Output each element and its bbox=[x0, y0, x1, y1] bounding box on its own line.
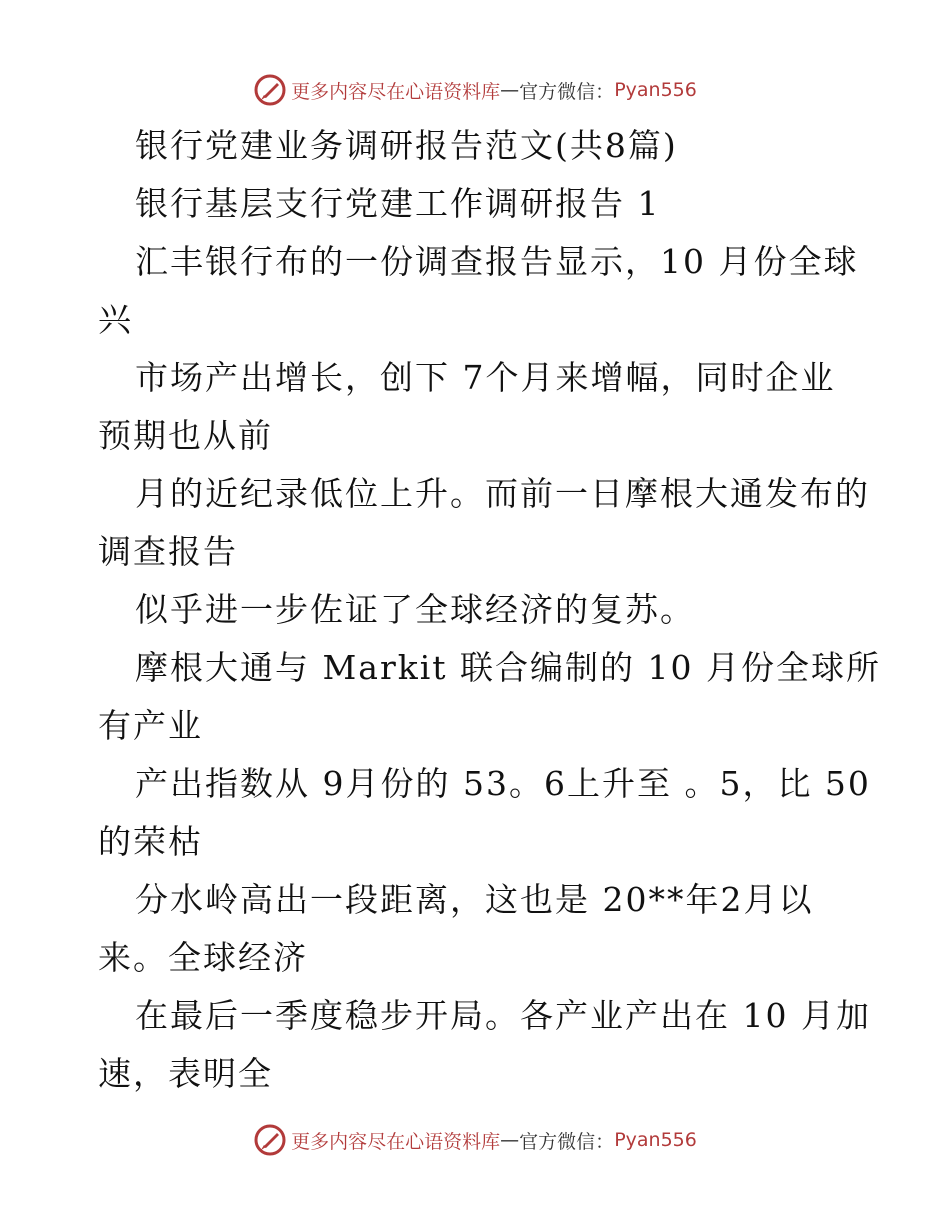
paragraph-line: 分水岭高出一段距离，这也是 20**年2月以 bbox=[135, 880, 814, 919]
paragraph-line: 速，表明全 bbox=[98, 1054, 273, 1093]
paragraph-line: 似乎进一步佐证了全球经济的复苏。 bbox=[135, 590, 695, 629]
paragraph-line: 兴 bbox=[98, 300, 133, 339]
watermark-text: 更多内容尽在心语资料库 bbox=[291, 80, 501, 103]
quill-logo-icon bbox=[253, 73, 287, 107]
watermark-wechat-id: Pyan556 bbox=[614, 1129, 697, 1151]
paragraph-line: 有产业 bbox=[98, 706, 203, 745]
watermark-dash: — bbox=[500, 1129, 520, 1151]
paragraph-line: 预期也从前 bbox=[98, 416, 273, 455]
watermark-text: 更多内容尽在心语资料库 bbox=[291, 1130, 501, 1153]
paragraph-line: 汇丰银行布的一份调查报告显示，10 月份全球 bbox=[135, 242, 859, 281]
paragraph-line: 市场产出增长，创下 7个月来增幅，同时企业 bbox=[135, 358, 836, 397]
watermark-official-label: 官方微信： bbox=[519, 1130, 615, 1153]
watermark-official-label: 官方微信： bbox=[519, 80, 615, 103]
paragraph-line: 摩根大通与 Markit 联合编制的 10 月份全球所 bbox=[135, 648, 882, 687]
paragraph-line: 的荣枯 bbox=[98, 822, 203, 861]
document-subtitle: 银行基层支行党建工作调研报告 1 bbox=[135, 184, 661, 223]
document-title: 银行党建业务调研报告范文(共8篇) bbox=[135, 126, 678, 165]
quill-logo-icon bbox=[253, 1123, 287, 1157]
paragraph-line: 月的近纪录低位上升。而前一日摩根大通发布的 bbox=[135, 474, 870, 513]
paragraph-line: 在最后一季度稳步开局。各产业产出在 10 月加 bbox=[135, 996, 871, 1035]
watermark-header bbox=[0, 70, 950, 110]
watermark-dash: — bbox=[500, 79, 520, 101]
paragraph-line: 产出指数从 9月份的 53。6上升至 。5，比 50 bbox=[135, 764, 871, 803]
paragraph-line: 调查报告 bbox=[98, 532, 238, 571]
paragraph-line: 来。全球经济 bbox=[98, 938, 308, 977]
watermark-wechat-id: Pyan556 bbox=[614, 79, 697, 101]
watermark-footer bbox=[0, 1120, 950, 1160]
